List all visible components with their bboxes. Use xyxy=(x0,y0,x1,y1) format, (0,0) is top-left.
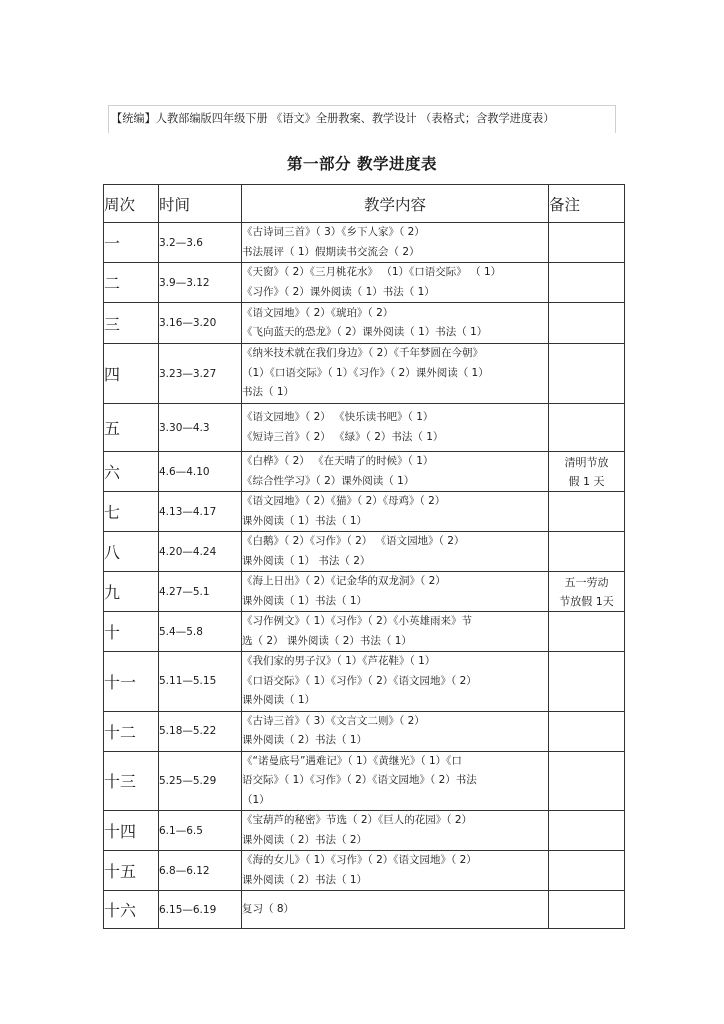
content-cell: 《“诺曼底号”遇难记》（ 1）《黄继光》（ 1）《口 语交际》（ 1）《习作》（ 2）《语文园地》（ 2）书法 （1） xyxy=(242,751,549,811)
note-cell xyxy=(549,404,625,452)
time-cell: 6.1—6.5 xyxy=(159,811,242,851)
time-cell: 4.13—4.17 xyxy=(159,492,242,532)
note-cell: 清明节放 假 1 天 xyxy=(549,452,625,492)
header-time: 时间 xyxy=(159,185,242,223)
time-cell: 6.15—6.19 xyxy=(159,891,242,929)
week-cell: 十一 xyxy=(104,652,159,712)
table-row xyxy=(104,612,625,652)
week-cell: 十三 xyxy=(104,751,159,811)
week-cell: 十四 xyxy=(104,811,159,851)
table-row xyxy=(104,711,625,751)
week-cell: 十二 xyxy=(104,711,159,751)
table-row xyxy=(104,532,625,572)
week-cell: 五 xyxy=(104,404,159,452)
table-header-row xyxy=(104,185,625,223)
week-cell: 十六 xyxy=(104,891,159,929)
content-cell: 《海上日出》（ 2）《记金华的双龙洞》（ 2） 课外阅读（ 1）书法（ 1） xyxy=(242,572,549,612)
content-cell: 复习（ 8） xyxy=(242,891,549,929)
content-cell: 《我们家的男子汉》（ 1）《芦花鞋》（ 1） 《口语交际》（ 1）《习作》（ 2）《语文园地》（ 2） 课外阅读（ 1） xyxy=(242,652,549,712)
note-cell: 五一劳动 节放假 1天 xyxy=(549,572,625,612)
content-cell: 《语文园地》（ 2） 《快乐读书吧》（ 1） 《短诗三首》（ 2） 《绿》（ 2）书法（ 1） xyxy=(242,404,549,452)
content-cell: 《纳米技术就在我们身边》（ 2）《千年梦圆在今朝》 （1）《口语交际》（ 1）《习作》（ 2）课外阅读（ 1） 书法（ 1） xyxy=(242,344,549,404)
schedule-table xyxy=(103,184,625,929)
table-row xyxy=(104,263,625,303)
note-cell xyxy=(549,223,625,263)
time-cell: 4.27—5.1 xyxy=(159,572,242,612)
week-cell: 十 xyxy=(104,612,159,652)
content-cell: 《古诗词三首》（ 3）《乡下人家》（ 2） 书法展评（ 1）假期读书交流会（ 2） xyxy=(242,223,549,263)
header-week: 周次 xyxy=(104,185,159,223)
week-cell: 八 xyxy=(104,532,159,572)
note-cell xyxy=(549,344,625,404)
week-cell: 一 xyxy=(104,223,159,263)
time-cell: 3.9—3.12 xyxy=(159,263,242,303)
content-cell: 《海的女儿》（ 1）《习作》（ 2）《语文园地》（ 2） 课外阅读（ 2）书法（ 1） xyxy=(242,851,549,891)
table-row xyxy=(104,344,625,404)
content-cell: 《语文园地》（ 2）《琥珀》（ 2） 《飞向蓝天的恐龙》（ 2）课外阅读（ 1）书法（ 1） xyxy=(242,303,549,344)
table-row xyxy=(104,652,625,712)
time-cell: 4.20—4.24 xyxy=(159,532,242,572)
header-note: 备注 xyxy=(549,185,625,223)
week-cell: 三 xyxy=(104,303,159,344)
note-cell xyxy=(549,751,625,811)
note-cell xyxy=(549,612,625,652)
table-row xyxy=(104,891,625,929)
table-row xyxy=(104,751,625,811)
week-cell: 二 xyxy=(104,263,159,303)
week-cell: 九 xyxy=(104,572,159,612)
time-cell: 5.11—5.15 xyxy=(159,652,242,712)
week-cell: 四 xyxy=(104,344,159,404)
time-cell: 3.30—4.3 xyxy=(159,404,242,452)
time-cell: 6.8—6.12 xyxy=(159,851,242,891)
note-cell xyxy=(549,263,625,303)
note-cell xyxy=(549,891,625,929)
document-header: 【统编】人教部编版四年级下册 《语文》全册教案、教学设计 （表格式；含教学进度表） xyxy=(108,105,616,133)
table-row xyxy=(104,811,625,851)
table-row xyxy=(104,404,625,452)
content-cell: 《语文园地》（ 2）《猫》（ 2）《母鸡》（ 2） 课外阅读（ 1）书法（ 1） xyxy=(242,492,549,532)
note-cell xyxy=(549,492,625,532)
note-cell xyxy=(549,532,625,572)
table-row xyxy=(104,851,625,891)
time-cell: 5.4—5.8 xyxy=(159,612,242,652)
week-cell: 十五 xyxy=(104,851,159,891)
content-cell: 《宝葫芦的秘密》节选（ 2）《巨人的花园》（ 2） 课外阅读（ 2）书法（ 2） xyxy=(242,811,549,851)
note-cell xyxy=(549,652,625,712)
content-cell: 《古诗三首》（ 3）《文言文二则》（ 2） 课外阅读（ 2）书法（ 1） xyxy=(242,711,549,751)
part-title: 第一部分 教学进度表 xyxy=(287,155,437,173)
content-cell: 《白桦》（ 2） 《在天晴了的时候》（ 1） 《综合性学习》（ 2）课外阅读（ 1） xyxy=(242,452,549,492)
week-cell: 六 xyxy=(104,452,159,492)
table-row xyxy=(104,452,625,492)
table-row xyxy=(104,572,625,612)
note-cell xyxy=(549,303,625,344)
time-cell: 4.6—4.10 xyxy=(159,452,242,492)
time-cell: 5.25—5.29 xyxy=(159,751,242,811)
time-cell: 3.2—3.6 xyxy=(159,223,242,263)
content-cell: 《天窗》（ 2）《三月桃花水》 （1）《口语交际》 （ 1） 《习作》（ 2）课外阅读（ 1）书法（ 1） xyxy=(242,263,549,303)
note-cell xyxy=(549,851,625,891)
time-cell: 3.16—3.20 xyxy=(159,303,242,344)
week-cell: 七 xyxy=(104,492,159,532)
time-cell: 5.18—5.22 xyxy=(159,711,242,751)
time-cell: 3.23—3.27 xyxy=(159,344,242,404)
table-row xyxy=(104,492,625,532)
table-row xyxy=(104,303,625,344)
note-cell xyxy=(549,711,625,751)
note-cell xyxy=(549,811,625,851)
content-cell: 《习作例文》（ 1）《习作》（ 2）《小英雄雨来》节 选（ 2） 课外阅读（ 2）书法（ 1） xyxy=(242,612,549,652)
content-cell: 《白鹅》（ 2）《习作》（ 2） 《语文园地》（ 2） 课外阅读（ 1） 书法（ 2） xyxy=(242,532,549,572)
header-content: 教学内容 xyxy=(242,185,549,223)
table-row xyxy=(104,223,625,263)
